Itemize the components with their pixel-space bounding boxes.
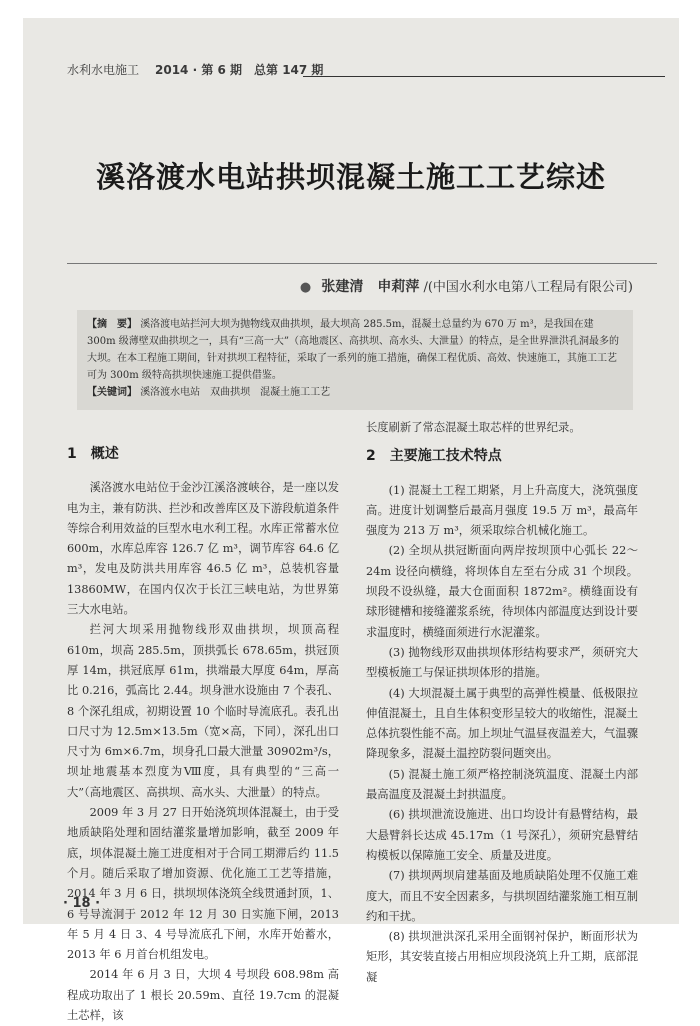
- page-number: · 18 ·: [63, 896, 101, 911]
- paragraph: (1) 混凝土工程工期紧，月上升高度大，浇筑强度高。进度计划调整后最高月强度 19.5 万 m³，最高年强度为 213 万 m³，须采取综合机械化施工。: [366, 483, 638, 538]
- keywords-text: 溪洛渡水电站 双曲拱坝 混凝土施工工艺: [140, 387, 331, 398]
- title-rule: [67, 263, 657, 264]
- left-column: [67, 436, 339, 1026]
- paragraph: (3) 抛物线形双曲拱坝体形结构要求严，须研究大型模板施工与保证拱坝体形的措施。: [366, 645, 638, 680]
- paragraph: (5) 混凝土施工须严格控制浇筑温度、混凝土内部最高温度及混凝土封拱温度。: [366, 767, 638, 802]
- paper-page: [23, 18, 679, 1023]
- paragraph: (8) 拱坝泄洪深孔采用全面钢衬保护，断面形状为矩形，其安装直接占用相应坝段浇筑上升工期，底部混凝: [366, 930, 638, 984]
- paragraph: 溪洛渡水电站位于金沙江溪洛渡峡谷，是一座以发电为主，兼有防洪、拦沙和改善库区及下游段航道条件等综合利用效益的巨型水电水利工程。水库正常蓄水位 600m，水库总库容 126.7 亿 m³，调节库容 64.6 亿 m³，发电及防洪共用库容 46.5 亿 m³，总装机容量 13860MW，在国内仅次于长江三峡电站，为世界第三大水电站。: [67, 481, 339, 617]
- right-column: [366, 418, 638, 988]
- paragraph: (7) 拱坝两坝肩建基面及地质缺陷处理不仅施工难度大，而且不安全因素多，与拱坝固结灌浆施工相互制约和干扰。: [366, 869, 638, 923]
- abstract-label: 【摘 要】: [87, 319, 137, 330]
- bullet-icon: ●: [299, 280, 312, 295]
- journal-issue: 2014 · 第 6 期 总第 147 期: [155, 63, 324, 77]
- keywords: [87, 384, 623, 401]
- keywords-label: 【关键词】: [87, 387, 137, 398]
- abstract: [87, 316, 623, 384]
- paragraph: (6) 拱坝泄流设施进、出口均设计有悬臂结构，最大悬臂斜长达成 45.17m（1 号深孔），须研究悬臂结构模板以保障施工安全、质量及进度。: [366, 808, 638, 862]
- paragraph: 拦河大坝采用抛物线形双曲拱坝，坝顶高程 610m，坝高 285.5m，顶拱弧长 678.65m，拱冠顶厚 14m，拱冠底厚 61m，拱端最大厚度 64m，厚高比 0.216，弧高比 2.44。坝身泄水设施由 7 个表孔、8 个深孔组成，初期设置 10 个临时导流底孔。表孔出口尺寸为 12.5m×13.5m（宽×高，下同），深孔出口尺寸为 6m×6.7m，坝身孔口最大泄量 30902m³/s，坝址地震基本烈度为Ⅷ度，具有典型的“三高一大”（高地震区、高拱坝、高水头、大泄量）的特点。: [67, 623, 339, 799]
- author-line: [300, 276, 633, 296]
- abstract-box: [77, 310, 633, 410]
- section-heading-1: 1 概述: [67, 446, 119, 462]
- section-heading-2: 2 主要施工技术特点: [366, 448, 502, 465]
- header-rule: [303, 76, 665, 77]
- paragraph: 2009 年 3 月 27 日开始浇筑坝体混凝土，由于受地质缺陷处理和固结灌浆量增加影响，截至 2009 年底，坝体混凝土施工进度相对于合同工期滞后约 11.5 个月。随后采取了增加资源、优化施工工艺等措施，2014 年 3 月 6 日，拱坝坝体浇筑全线贯通封顶，1、6 号导流洞于 2012 年 12 月 30 日实施下闸，2013 年 5 月 4 日 3、4 号导流底孔下闸，水库开始蓄水，2013 年 6 月首台机组发电。: [67, 806, 339, 962]
- abstract-text: 溪洛渡电站拦河大坝为抛物线双曲拱坝，最大坝高 285.5m，混凝土总量约为 670 万 m³，是我国在建 300m 级薄壁双曲拱坝之一，具有“三高一大”（高地震区、高拱坝、高水头、大泄量）的特点，是全世界泄洪孔洞最多的大坝。在本工程施工期间，针对拱坝工程特征，采取了一系列的施工措施，确保工程优质、高效、快速施工，其施工工艺可为 300m 级特高拱坝快速施工提供借鉴。: [87, 319, 619, 381]
- journal-header: [67, 58, 665, 80]
- paragraph: 2014 年 6 月 3 日，大坝 4 号坝段 608.98m 高程成功取出了 1 根长 20.59m、直径 19.7cm 的混凝土芯样，该: [67, 968, 339, 1023]
- paragraph-continuation: 长度刷新了常态混凝土取芯样的世界纪录。: [366, 421, 581, 434]
- article-title: 溪洛渡水电站拱坝混凝土施工工艺综述: [95, 160, 606, 194]
- paragraph: (4) 大坝混凝土属于典型的高弹性模量、低极限拉伸值混凝土，且自生体积变形呈较大的收缩性，混凝土总体抗裂性能不高。加上坝址气温昼夜温差大，气温骤降现象多，混凝土温控防裂问题突出。: [366, 686, 638, 761]
- author-affiliation: /(中国水利水电第八工程局有限公司): [423, 280, 633, 295]
- journal-name: 水利水电施工: [67, 63, 140, 77]
- paragraph: (2) 全坝从拱冠断面向两岸按坝顶中心弧长 22～24m 设径向横缝，将坝体自左至右分成 31 个坝段。坝段不设纵缝，最大仓面面积 1872m²。横缝面设有球形键槽和接缝灌浆系统，待坝体内部温度达到设计要求温度时，横缝面须进行水泥灌浆。: [366, 544, 638, 639]
- author-names: 张建清 申莉萍: [321, 279, 420, 295]
